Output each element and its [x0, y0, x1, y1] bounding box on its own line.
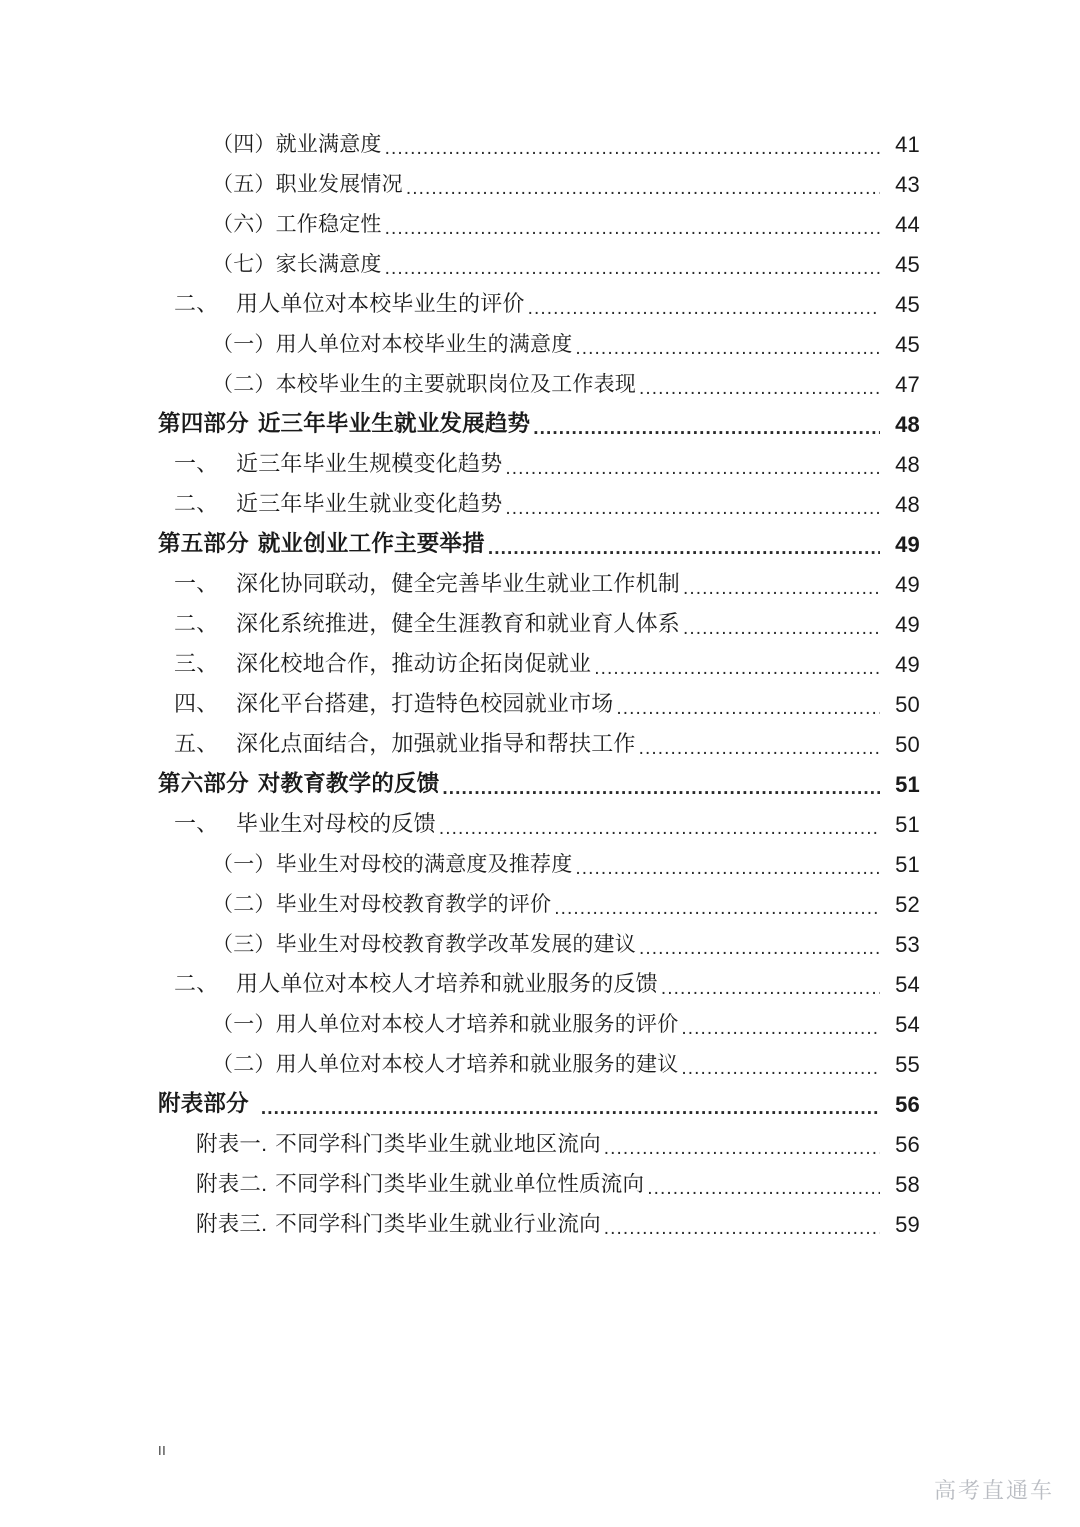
toc-dot-leader — [533, 416, 880, 439]
toc-entry-title: 深化校地合作，推动访企拓岗促就业 — [236, 651, 592, 676]
toc-entry-title: 毕业生对母校的反馈 — [236, 811, 436, 836]
toc-entry[interactable] — [158, 478, 920, 518]
toc-entry-page-number: 43 — [895, 172, 920, 197]
toc-dot-leader — [575, 857, 880, 878]
toc-entry-page-number: 48 — [895, 452, 920, 477]
toc-entry-number: 第四部分 — [158, 411, 249, 436]
toc-dot-leader — [683, 616, 880, 638]
toc-entry-title: 用人单位对本校人才培养和就业服务的反馈 — [236, 971, 658, 996]
toc-entry-page-number: 56 — [895, 1092, 920, 1117]
toc-entry-number: 一、 — [174, 571, 219, 596]
toc-entry[interactable] — [158, 198, 920, 238]
toc-dot-leader — [261, 1096, 880, 1119]
toc-entry-title: 近三年毕业生就业变化趋势 — [236, 491, 503, 516]
toc-entry[interactable] — [158, 238, 920, 278]
toc-dot-leader — [385, 257, 880, 278]
toc-entry[interactable] — [158, 598, 920, 638]
toc-entry[interactable] — [158, 438, 920, 478]
toc-entry-number: 第五部分 — [158, 531, 249, 556]
toc-entry-number: 五、 — [174, 731, 219, 756]
toc-entry-page-number: 51 — [895, 772, 920, 797]
toc-entry-number: （五） — [212, 173, 276, 196]
toc-entry[interactable] — [158, 358, 920, 398]
toc-dot-leader — [661, 976, 880, 998]
toc-entry-page-number: 55 — [895, 1052, 920, 1077]
toc-entry-page-number: 45 — [895, 332, 920, 357]
toc-entry-title: 毕业生对母校的满意度及推荐度 — [275, 853, 573, 876]
toc-entry-number: 第六部分 — [158, 771, 249, 796]
toc-entry-page-number: 47 — [895, 372, 920, 397]
toc-entry-number: 附表部分 — [158, 1091, 249, 1116]
toc-entry-title: 本校毕业生的主要就职岗位及工作表现 — [275, 373, 637, 396]
toc-entry-number: （一） — [212, 853, 276, 876]
toc-dot-leader — [639, 377, 880, 398]
toc-dot-leader — [681, 1017, 880, 1038]
toc-entry-number: （二） — [212, 893, 276, 916]
toc-dot-leader — [505, 456, 880, 478]
toc-entry-page-number: 54 — [895, 972, 920, 997]
toc-entry-number: 一、 — [174, 451, 219, 476]
toc-entry[interactable] — [158, 638, 920, 678]
toc-entry-number: （二） — [212, 373, 276, 396]
toc-entry-page-number: 45 — [895, 292, 920, 317]
toc-entry[interactable] — [158, 318, 920, 358]
toc-entry-number: 三、 — [174, 651, 219, 676]
toc-entry[interactable] — [158, 918, 920, 958]
toc-entry-page-number: 49 — [895, 532, 920, 557]
toc-dot-leader — [616, 696, 880, 718]
toc-entry-title: 用人单位对本校人才培养和就业服务的评价 — [275, 1013, 679, 1036]
toc-entry-number: 二、 — [174, 971, 219, 996]
watermark: 高考直通车 — [933, 1479, 1054, 1504]
toc-entry-page-number: 49 — [895, 572, 920, 597]
toc-entry-title: 就业满意度 — [275, 133, 382, 156]
toc-entry-page-number: 49 — [895, 652, 920, 677]
toc-entry-number: （二） — [212, 1053, 276, 1076]
toc-dot-leader — [604, 1137, 880, 1159]
toc-entry-page-number: 56 — [895, 1132, 920, 1157]
toc-entry[interactable] — [158, 1078, 920, 1118]
toc-dot-leader — [575, 337, 880, 358]
toc-dot-leader — [594, 656, 880, 678]
toc-dot-leader — [647, 1177, 880, 1199]
toc-entry[interactable] — [158, 1198, 920, 1238]
toc-entry-number: 附表三. — [196, 1212, 268, 1236]
toc-entry-title: 深化协同联动，健全完善毕业生就业工作机制 — [236, 571, 681, 596]
toc-entry[interactable] — [158, 958, 920, 998]
toc-entry-title: 毕业生对母校教育教学的评价 — [275, 893, 552, 916]
toc-entry-title: 深化点面结合，加强就业指导和帮扶工作 — [236, 731, 636, 756]
toc-entry[interactable] — [158, 1158, 920, 1198]
toc-dot-leader — [505, 496, 880, 518]
toc-entry-title: 近三年毕业生就业发展趋势 — [257, 411, 531, 436]
toc-dot-leader — [681, 1057, 880, 1078]
toc-entry-page-number: 52 — [895, 892, 920, 917]
toc-entry-number: 附表二. — [196, 1172, 268, 1196]
toc-entry-title: 就业创业工作主要举措 — [257, 531, 485, 556]
toc-entry-title: 深化系统推进，健全生涯教育和就业育人体系 — [236, 611, 681, 636]
toc-entry-title: 用人单位对本校毕业生的满意度 — [275, 333, 573, 356]
toc-entry-page-number: 50 — [895, 692, 920, 717]
toc-entry-page-number: 53 — [895, 932, 920, 957]
toc-entry-title: 不同学科门类毕业生就业行业流向 — [275, 1212, 601, 1236]
toc-entry-number: （一） — [212, 333, 276, 356]
toc-entry-number: 四、 — [174, 691, 219, 716]
toc-entry[interactable] — [158, 758, 920, 798]
toc-entry-page-number: 48 — [895, 412, 920, 437]
toc-dot-leader — [604, 1217, 880, 1239]
toc-entry[interactable] — [158, 398, 920, 438]
toc-entry[interactable] — [158, 118, 920, 158]
toc-entry-number: 一、 — [174, 811, 219, 836]
toc-dot-leader — [442, 776, 880, 799]
toc-entry-title: 近三年毕业生规模变化趋势 — [236, 451, 503, 476]
toc-entry-title: 不同学科门类毕业生就业地区流向 — [275, 1132, 601, 1156]
toc-entry-title: 不同学科门类毕业生就业单位性质流向 — [275, 1172, 645, 1196]
toc-dot-leader — [683, 576, 880, 598]
toc-entry-number: 二、 — [174, 611, 219, 636]
toc-dot-leader — [385, 137, 880, 158]
toc-dot-leader — [439, 816, 880, 838]
toc-entry-title: 用人单位对本校毕业生的评价 — [236, 291, 525, 316]
toc-dot-leader — [639, 937, 880, 958]
toc-entry-page-number: 41 — [895, 132, 920, 157]
toc-dot-leader — [488, 536, 880, 559]
toc-entry-title: 毕业生对母校教育教学改革发展的建议 — [275, 933, 637, 956]
toc-entry-page-number: 58 — [895, 1172, 920, 1197]
toc-entry[interactable] — [158, 1118, 920, 1158]
toc-entry-page-number: 49 — [895, 612, 920, 637]
toc-entry-page-number: 59 — [895, 1212, 920, 1237]
toc-entry[interactable] — [158, 798, 920, 838]
toc-entry-title: 对教育教学的反馈 — [257, 771, 440, 796]
toc-entry-page-number: 51 — [895, 812, 920, 837]
toc-dot-leader — [554, 897, 880, 918]
toc-entry-number: （三） — [212, 933, 276, 956]
toc-entry-page-number: 44 — [895, 212, 920, 237]
toc-entry[interactable] — [158, 278, 920, 318]
toc-dot-leader — [406, 177, 880, 198]
toc-dot-leader — [385, 217, 880, 238]
toc-entry-title: 用人单位对本校人才培养和就业服务的建议 — [275, 1053, 679, 1076]
toc-entry[interactable] — [158, 518, 920, 558]
toc-entry-page-number: 48 — [895, 492, 920, 517]
toc-dot-leader — [639, 736, 880, 758]
toc-entry-title: 工作稳定性 — [275, 213, 382, 236]
toc-entry[interactable] — [158, 998, 920, 1038]
toc-entry[interactable] — [158, 838, 920, 878]
toc-entry-number: （六） — [212, 213, 276, 236]
toc-entry[interactable] — [158, 158, 920, 198]
toc-entry-number: 附表一. — [196, 1132, 268, 1156]
toc-entry[interactable] — [158, 878, 920, 918]
toc-entry-number: 二、 — [174, 491, 219, 516]
footer-page-number: II — [158, 1443, 167, 1458]
toc-entry[interactable] — [158, 678, 920, 718]
toc-entry[interactable] — [158, 558, 920, 598]
toc-entry-page-number: 45 — [895, 252, 920, 277]
toc-entry-title: 家长满意度 — [275, 253, 382, 276]
table-of-contents — [158, 118, 920, 1238]
toc-entry[interactable] — [158, 718, 920, 758]
toc-entry-page-number: 54 — [895, 1012, 920, 1037]
toc-entry-number: （一） — [212, 1013, 276, 1036]
toc-entry-number: （七） — [212, 253, 276, 276]
toc-entry-title: 深化平台搭建，打造特色校园就业市场 — [236, 691, 614, 716]
toc-entry-number: （四） — [212, 133, 276, 156]
toc-entry-page-number: 51 — [895, 852, 920, 877]
toc-entry[interactable] — [158, 1038, 920, 1078]
toc-dot-leader — [528, 296, 880, 318]
toc-entry-number: 二、 — [174, 291, 219, 316]
toc-entry-title: 职业发展情况 — [275, 173, 403, 196]
toc-entry-page-number: 50 — [895, 732, 920, 757]
